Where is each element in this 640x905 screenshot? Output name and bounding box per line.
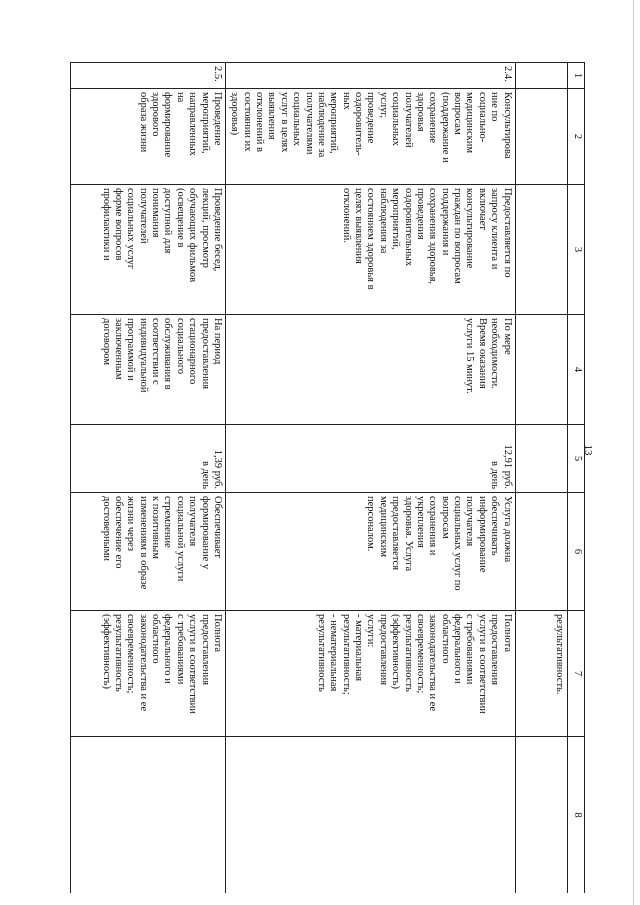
header-row <box>568 63 585 894</box>
header-col-5: 5 <box>568 425 585 493</box>
rotated-table-area <box>70 62 585 893</box>
header-col-3: 3 <box>568 185 585 315</box>
service-indicators: Полнота предоставления услуги в соответствии с требованиями федерального и областного законодательства и ее своевременность; результативность (эффективность) <box>71 611 226 737</box>
service-conditions: Обеспечивает формирование у получателя социальной услуги стремление к позитивным изменениям в образе жизни через обеспечение его достоверными <box>71 493 226 611</box>
service-timing: На период предоставления стационарного социального обслуживания в соответствии с индивидуальной программой и заключенным договором <box>71 315 226 425</box>
table-row-2-4 <box>226 63 516 894</box>
header-col-4: 4 <box>568 315 585 425</box>
table-rotation-wrapper <box>70 62 585 893</box>
service-notes <box>71 737 226 894</box>
service-description: Предоставляется по запросу клиента и включает консультирование граждан по вопросам поддержания и сохранения здоровья, проведения оздоровительных мероприятий, наблюдения за состоянием здоровья в целях выявления отклонений. <box>226 185 516 315</box>
services-table <box>70 62 585 893</box>
table-row-2-5 <box>71 63 226 894</box>
header-col-1: 1 <box>568 63 585 89</box>
header-col-7: 7 <box>568 611 585 737</box>
header-col-8: 8 <box>568 737 585 894</box>
service-price: 12,91 руб. в день <box>226 425 516 493</box>
service-name: Консультирова ние по социально- медицинским вопросам (поддержание и сохранение здоровья получателей социальных услуг, проведение оздоровитель- ных мероприятий, наблюдение за получателями социальных услуг в целях выявления отклонений в состоянии их здоровья) <box>226 89 516 185</box>
service-indicators: Полнота предоставления услуги в соответствии с требованиями федерального и областного законодательства и ее своевременность; результативность (эффективность) предоставления услуги: - материальная результативность; - нематериальная результативность <box>226 611 516 737</box>
service-name: Проведение мероприятий, направленных на формирование здорового образа жизни <box>71 89 226 185</box>
service-notes <box>226 737 516 894</box>
row-number: 2.5. <box>71 63 226 89</box>
service-timing: По мере необходимости. Время оказания услуги 15 минут. <box>226 315 516 425</box>
service-price: 1,39 руб. в день <box>71 425 226 493</box>
service-conditions: Услуга должна обеспечивать информирование получателя социальных услуг по вопросам сохранения и укрепления здоровья. Услуга предоставляется медицинским персоналом. <box>226 493 516 611</box>
scan-edge-line <box>633 0 634 905</box>
row-number: 2.4. <box>226 63 516 89</box>
continuation-row <box>515 63 567 894</box>
continuation-indicators: результативность. <box>515 611 567 737</box>
header-col-2: 2 <box>568 89 585 185</box>
header-col-6: 6 <box>568 493 585 611</box>
service-description: Проведение бесед, лекций, просмотр обучающих фильмов (освещение в доступной для понимания получателей социальных услуг форме вопросов профилактики и <box>71 185 226 315</box>
page-number: 13 <box>582 444 594 456</box>
